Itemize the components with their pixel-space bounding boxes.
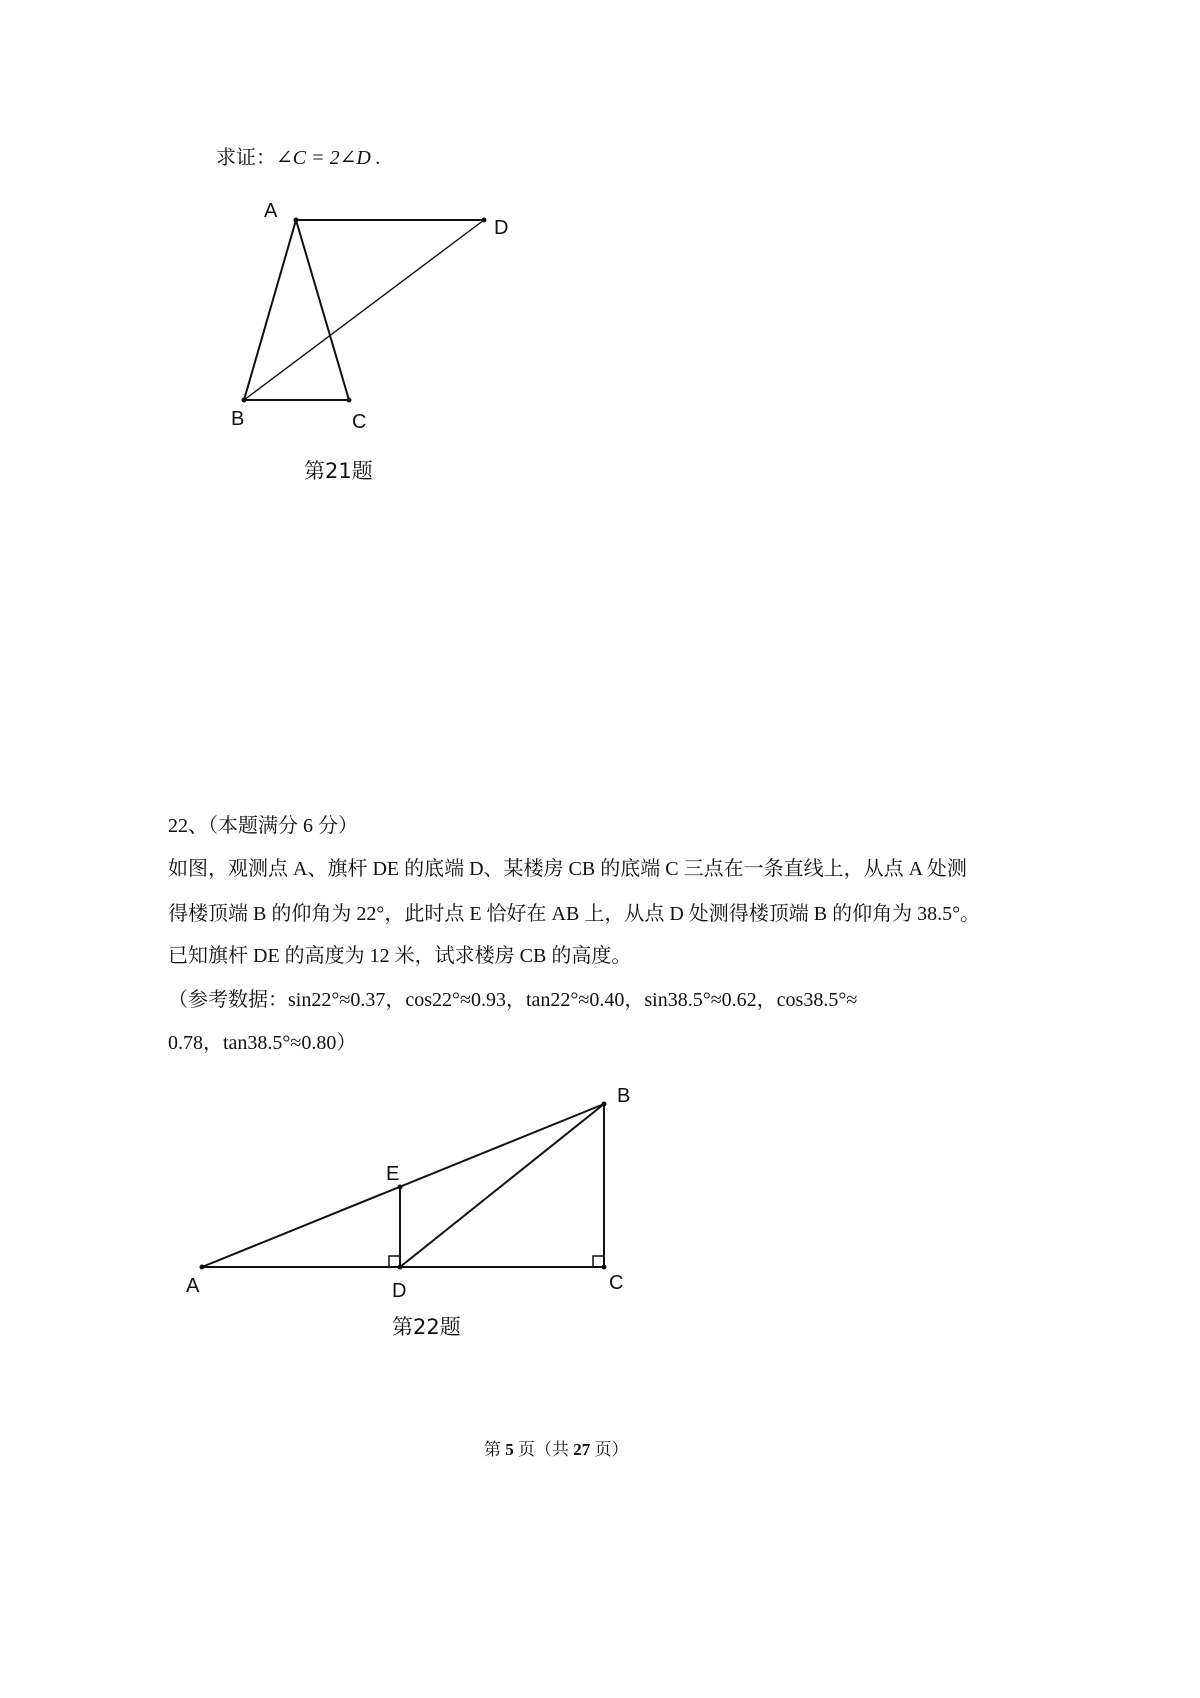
q22-point-d-label: D — [392, 1280, 407, 1302]
q22-point-a-label: A — [186, 1275, 200, 1297]
q22-segment-db — [400, 1104, 604, 1267]
q22-text-line-1: 如图，观测点 A、旗杆 DE 的底端 D、某楼房 CB 的底端 C 三点在一条直线上，从点 A 处测 — [168, 858, 967, 880]
q22-heading: 22、（本题满分 6 分） — [168, 815, 358, 837]
q22-figure — [0, 0, 700, 1320]
footer-total-pages: 27 — [573, 1440, 591, 1459]
q21-point-b-label: B — [231, 408, 245, 430]
q21-point-a-label: A — [264, 200, 278, 222]
q21-point-c-label: C — [352, 411, 367, 433]
q22-reference-data-line-1: （参考数据：sin22°≈0.37，cos22°≈0.93，tan22°≈0.40，sin38.5°≈0.62，cos38.5°≈ — [168, 989, 858, 1011]
q22-caption: 第22题 — [392, 1315, 461, 1339]
page-footer — [484, 1435, 629, 1460]
q21-caption: 第21题 — [304, 459, 373, 483]
q21-point-d-label: D — [494, 217, 509, 239]
footer-prefix: 第 — [484, 1440, 506, 1459]
footer-suffix: 页） — [590, 1440, 629, 1459]
q22-text-line-2: 得楼顶端 B 的仰角为 22°，此时点 E 恰好在 AB 上，从点 D 处测得楼顶端 B 的仰角为 38.5°。 — [168, 903, 981, 925]
q21-prove-formula: ∠C = 2∠D . — [276, 147, 381, 169]
q22-text-line-3: 已知旗杆 DE 的高度为 12 米，试求楼房 CB 的高度。 — [168, 945, 632, 967]
footer-middle: 页（共 — [513, 1440, 574, 1459]
q21-prove-label: 求证： — [216, 147, 276, 169]
q22-point-b-label: B — [617, 1085, 631, 1107]
q22-segment-ab — [202, 1104, 604, 1267]
q22-point-c-label: C — [609, 1272, 624, 1294]
footer-page-number: 5 — [505, 1440, 514, 1459]
q22-reference-data-line-2: 0.78，tan38.5°≈0.80） — [168, 1032, 357, 1054]
q22-point-e-label: E — [386, 1163, 400, 1185]
